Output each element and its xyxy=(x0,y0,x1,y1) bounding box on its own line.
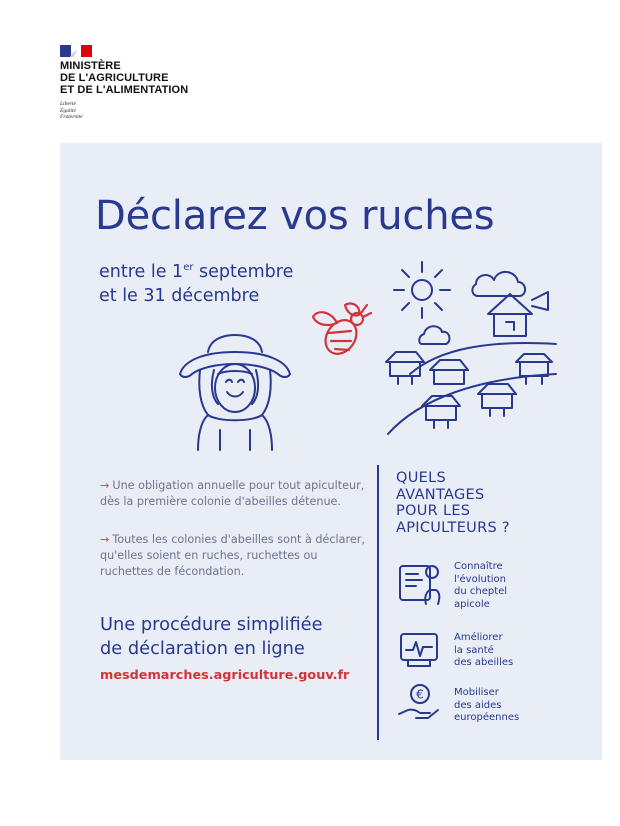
advantage-2-line-1: Améliorer xyxy=(454,632,503,643)
advantage-3-text xyxy=(454,687,519,725)
advantages-title-line-4: APICULTEURS ? xyxy=(396,519,510,536)
advantage-2-text xyxy=(454,632,513,670)
advantage-2-line-3: des abeilles xyxy=(454,657,514,668)
poster-title: Déclarez vos ruches xyxy=(95,193,495,239)
advantage-3-line-1: Mobiliser xyxy=(454,687,499,698)
procedure-line-2: de déclaration en ligne xyxy=(100,638,305,659)
date-suffix: septembre xyxy=(193,262,294,282)
date-superscript: er xyxy=(183,262,194,274)
date-line-2: et le 31 décembre xyxy=(99,286,260,306)
republic-motto xyxy=(60,101,83,121)
ministry-line-2: DE L'AGRICULTURE xyxy=(60,72,169,84)
advantage-1-line-1: Connaître xyxy=(454,561,503,572)
bullet-item-2 xyxy=(100,532,370,580)
health-monitor-icon xyxy=(398,630,440,670)
bullet-item-1 xyxy=(100,478,370,510)
svg-text:€: € xyxy=(416,687,424,702)
advantage-3-line-3: européennes xyxy=(454,712,520,723)
procedure-heading xyxy=(100,613,323,661)
motto-line-3: Fraternité xyxy=(60,114,83,120)
beekeeper-illustration xyxy=(170,330,300,455)
advantages-title xyxy=(396,470,510,536)
bee-icon xyxy=(305,295,375,365)
procedure-line-1: Une procédure simplifiée xyxy=(100,614,323,635)
advantage-1-line-4: apicole xyxy=(454,598,490,610)
republic-flag-logo xyxy=(60,45,92,57)
website-link[interactable]: mesdemarches.agriculture.gouv.fr xyxy=(100,668,350,683)
motto-line-1: Liberté xyxy=(60,101,76,107)
euro-hand-icon xyxy=(396,682,442,726)
advantages-title-line-2: AVANTAGES xyxy=(396,486,485,503)
ministry-line-3: ET DE L'ALIMENTATION xyxy=(60,84,189,96)
ministry-name xyxy=(60,60,188,96)
advantages-title-line-3: POUR LES xyxy=(396,503,471,519)
advantage-1-text xyxy=(454,561,507,611)
chart-tablet-icon xyxy=(396,560,444,606)
hives-landscape-illustration xyxy=(380,258,560,438)
advantage-2-line-2: la santé xyxy=(454,644,494,656)
date-prefix: entre le 1 xyxy=(99,262,184,282)
bullet-text-1: Une obligation annuelle pour tout apiculteur, dès la première colonie d'abeilles détenue. xyxy=(100,479,365,508)
ministry-line-1: MINISTÈRE xyxy=(60,60,121,72)
column-divider xyxy=(377,465,379,740)
advantage-1-line-2: l'évolution xyxy=(454,573,506,585)
arrow-icon: → xyxy=(100,479,110,492)
arrow-icon: → xyxy=(100,533,110,546)
advantage-3-line-2: des aides xyxy=(454,699,502,711)
bullet-text-2: Toutes les colonies d'abeilles sont à déclarer, qu'elles soient en ruches, ruchettes ou ruchettes de fécondation. xyxy=(100,533,365,578)
advantages-title-line-1: QUELS xyxy=(396,470,446,486)
advantage-1-line-3: du cheptel xyxy=(454,586,508,597)
motto-line-2: Égalité xyxy=(60,107,76,114)
date-line-1 xyxy=(99,262,293,282)
